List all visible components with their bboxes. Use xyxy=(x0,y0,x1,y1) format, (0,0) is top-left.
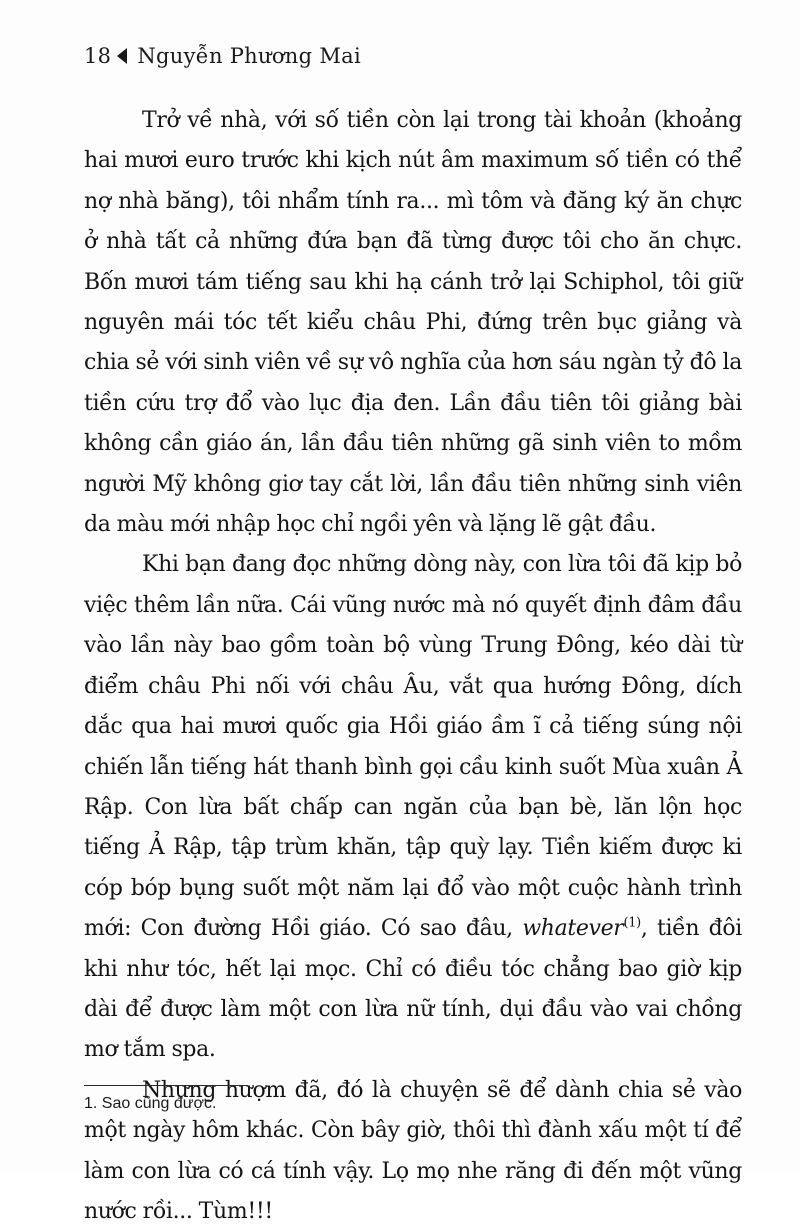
page-number: 18 xyxy=(84,44,112,68)
footnote-reference: (1) xyxy=(623,915,641,931)
paragraph-1: Trở về nhà, với số tiền còn lại trong tài khoản (khoảng hai mươi euro trước khi kịch nút âm maximum số tiền có thể nợ nhà băng), tôi nhẩm tính ra... mì tôm và đăng ký ăn chực ở nhà tất cả những đứa bạn đã từng được tôi cho ăn chực. Bốn mươi tám tiếng sau khi hạ cánh trở lại Schiphol, tôi giữ nguyên mái tóc tết kiểu châu Phi, đứng trên bục giảng và chia sẻ với sinh viên về sự vô nghĩa của hơn sáu ngàn tỷ đô la tiền cứu trợ đổ vào lục địa đen. Lần đầu tiên tôi giảng bài không cần giáo án, lần đầu tiên những gã sinh viên to mồm người Mỹ không giơ tay cắt lời, lần đầu tiên những sinh viên da màu mới nhập học chỉ ngồi yên và lặng lẽ gật đầu. xyxy=(84,108,742,538)
left-triangle-icon xyxy=(117,48,127,64)
italic-term: whatever xyxy=(522,916,624,942)
running-header xyxy=(84,44,361,68)
paragraph-2 xyxy=(84,545,742,1070)
footnote: 1. Sao cũng được. xyxy=(84,1095,217,1112)
footnote-divider xyxy=(84,1085,248,1086)
author-name: Nguyễn Phương Mai xyxy=(137,44,361,68)
paragraph-2-text-after: , tiền đôi khi như tóc, hết lại mọc. Chỉ có điều tóc chẳng bao giờ kịp dài để được làm một con lừa nữ tính, dụi đầu vào vai chồng mơ tắm spa. xyxy=(84,916,742,1063)
body-text xyxy=(84,101,742,1232)
paragraph-3: Nhưng hượm đã, đó là chuyện sẽ để dành chia sẻ vào một ngày hôm khác. Còn bây giờ, thôi thì đành xấu một tí để làm con lừa có cá tính vậy. Lọ mọ nhe răng đi đến một vũng nước rồi... Tùm!!! xyxy=(84,1077,742,1224)
paragraph-2-text-before: Khi bạn đang đọc những dòng này, con lừa tôi đã kịp bỏ việc thêm lần nữa. Cái vũng nước mà nó quyết định đâm đầu vào lần này bao gồm toàn bộ vùng Trung Đông, kéo dài từ điểm châu Phi nối với châu Âu, vắt qua hướng Đông, dích dắc qua hai mươi quốc gia Hồi giáo ầm ĩ cả tiếng súng nội chiến lẫn tiếng hát thanh bình gọi cầu kinh suốt Mùa xuân Ả Rập. Con lừa bất chấp can ngăn của bạn bè, lăn lộn học tiếng Ả Rập, tập trùm khăn, tập quỳ lạy. Tiền kiếm được ki cóp bóp bụng suốt một năm lại đổ vào một cuộc hành trình mới: Con đường Hồi giáo. Có sao đâu, xyxy=(84,552,742,942)
